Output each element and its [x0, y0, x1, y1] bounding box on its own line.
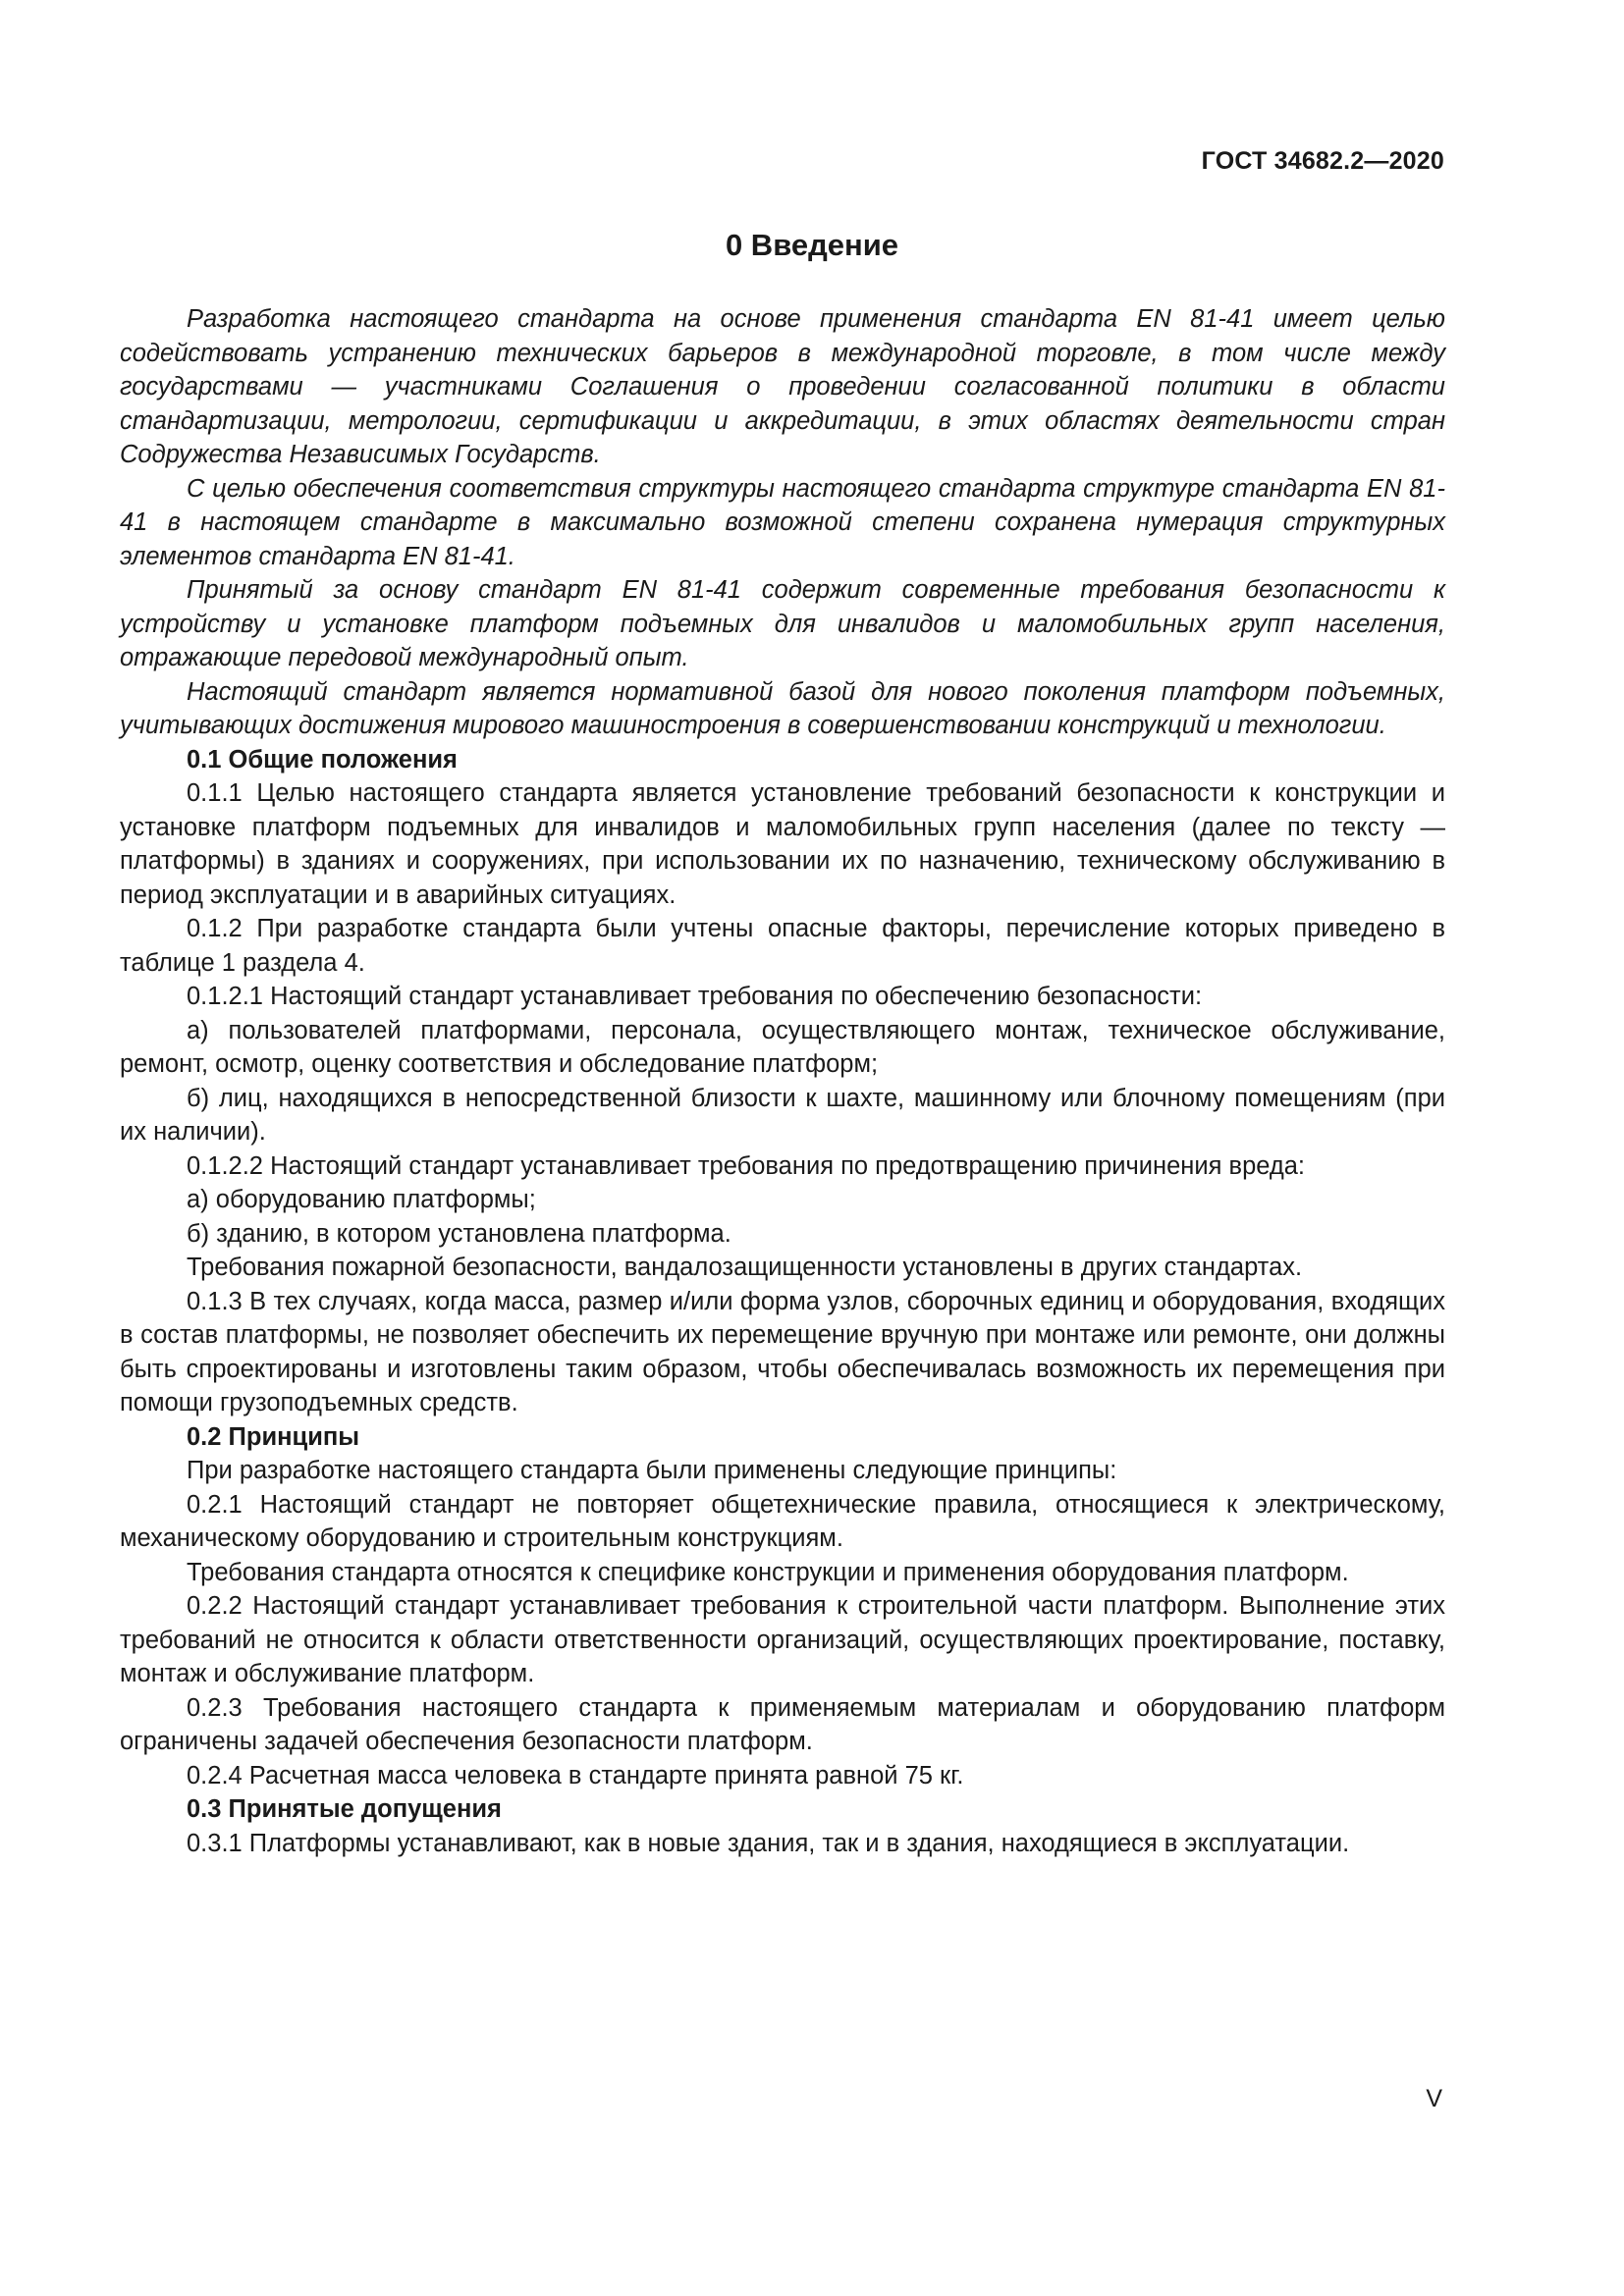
paragraph: При разработке настоящего стандарта были применены следующие принципы:: [187, 1457, 1117, 1484]
page-title: 0 Введение: [725, 228, 899, 262]
section-principles: [120, 1454, 1445, 1792]
introduction: [120, 302, 1445, 743]
list-item: а) пользователей платформами, персонала, осуществляющего монтаж, техническое обслуживание, ремонт, осмотр, оценку соответствия и обследование платформ;: [120, 1016, 1445, 1078]
paragraph: Требования стандарта относятся к специфике конструкции и применения оборудования платформ.: [187, 1558, 1349, 1586]
intro-paragraph: Принятый за основу стандарт EN 81-41 содержит современные требования безопасности к устройству и установке платформ подъемных для инвалидов и маломобильных групп населения, отражающие передовой международный опыт.: [120, 576, 1445, 671]
list-item: б) лиц, находящихся в непосредственной близости к шахте, машинному или блочному помещениям (при их наличии).: [120, 1084, 1445, 1146]
paragraph: 0.2.4 Расчетная масса человека в стандарте принята равной 75 кг.: [187, 1761, 964, 1789]
page-number: V: [1426, 2085, 1442, 2112]
list-item: б) зданию, в котором установлена платформа.: [187, 1219, 731, 1248]
document-body: [120, 302, 1445, 1860]
paragraph: 0.2.2 Настоящий стандарт устанавливает требования к строительной части платформ. Выполнение этих требований не относится к области ответственности организаций, осуществляющих проектирование, поставку, монтаж и обслуживание платформ.: [120, 1592, 1445, 1687]
paragraph: 0.1.3 В тех случаях, когда масса, размер и/или форма узлов, сборочных единиц и оборудования, входящих в состав платформы, не позволяет обеспечить их перемещение вручную при монтаже или ремонте, они должны быть спроектированы и изготовлены таким образом, чтобы обеспечивалась возможность их перемещения при помощи грузоподъемных средств.: [120, 1287, 1445, 1416]
paragraph: 0.1.2.1 Настоящий стандарт устанавливает требования по обеспечению безопасности:: [187, 983, 1203, 1010]
section-assumptions: [120, 1827, 1445, 1861]
paragraph: Требования пожарной безопасности, вандалозащищенности установлены в других стандартах.: [187, 1254, 1303, 1281]
section-heading-assumptions: 0.3 Принятые допущения: [187, 1795, 502, 1823]
document-code: ГОСТ 34682.2—2020: [1201, 147, 1444, 175]
paragraph: 0.3.1 Платформы устанавливают, как в новые здания, так и в здания, находящиеся в эксплуатации.: [187, 1829, 1350, 1857]
paragraph: 0.1.2.2 Настоящий стандарт устанавливает требования по предотвращению причинения вреда:: [187, 1151, 1306, 1180]
paragraph: 0.2.1 Настоящий стандарт не повторяет общетехнические правила, относящиеся к электрическому, механическому оборудованию и строительным конструкциям.: [120, 1490, 1445, 1552]
list-item: а) оборудованию платформы;: [187, 1186, 536, 1213]
paragraph: 0.2.3 Требования настоящего стандарта к применяемым материалам и оборудованию платформ ограничены задачей обеспечения безопасности платформ.: [120, 1693, 1445, 1755]
section-heading-principles: 0.2 Принципы: [187, 1422, 360, 1451]
intro-paragraph: Настоящий стандарт является нормативной базой для нового поколения платформ подъемных, учитывающих достижения мирового машиностроения в совершенствовании конструкций и технологии.: [120, 677, 1445, 739]
intro-paragraph: С целью обеспечения соответствия структуры настоящего стандарта структуре стандарта EN 81-41 в настоящем стандарте в максимально возможной степени сохранена нумерация структурных элементов стандарта EN 81-41.: [120, 474, 1445, 570]
section-general: [120, 776, 1445, 1420]
paragraph: 0.1.1 Целью настоящего стандарта является установление требований безопасности к конструкции и установке платформ подъемных для инвалидов и маломобильных групп населения (далее по тексту — платформы) в зданиях и сооружениях, при использовании их по назначению, техническому обслуживанию в период эксплуатации и в аварийных ситуациях.: [120, 779, 1445, 909]
section-heading-general: 0.1 Общие положения: [187, 745, 458, 774]
intro-paragraph: Разработка настоящего стандарта на основе применения стандарта EN 81-41 имеет целью содействовать устранению технических барьеров в международной торговле, в том числе между государствами — участниками Соглашения о проведении согласованной политики в области стандартизации, метрологии, сертификации и аккредитации, в этих областях деятельности стран Содружества Независимых Государств.: [120, 305, 1445, 468]
paragraph: 0.1.2 При разработке стандарта были учтены опасные факторы, перечисление которых приведено в таблице 1 раздела 4.: [120, 915, 1445, 977]
